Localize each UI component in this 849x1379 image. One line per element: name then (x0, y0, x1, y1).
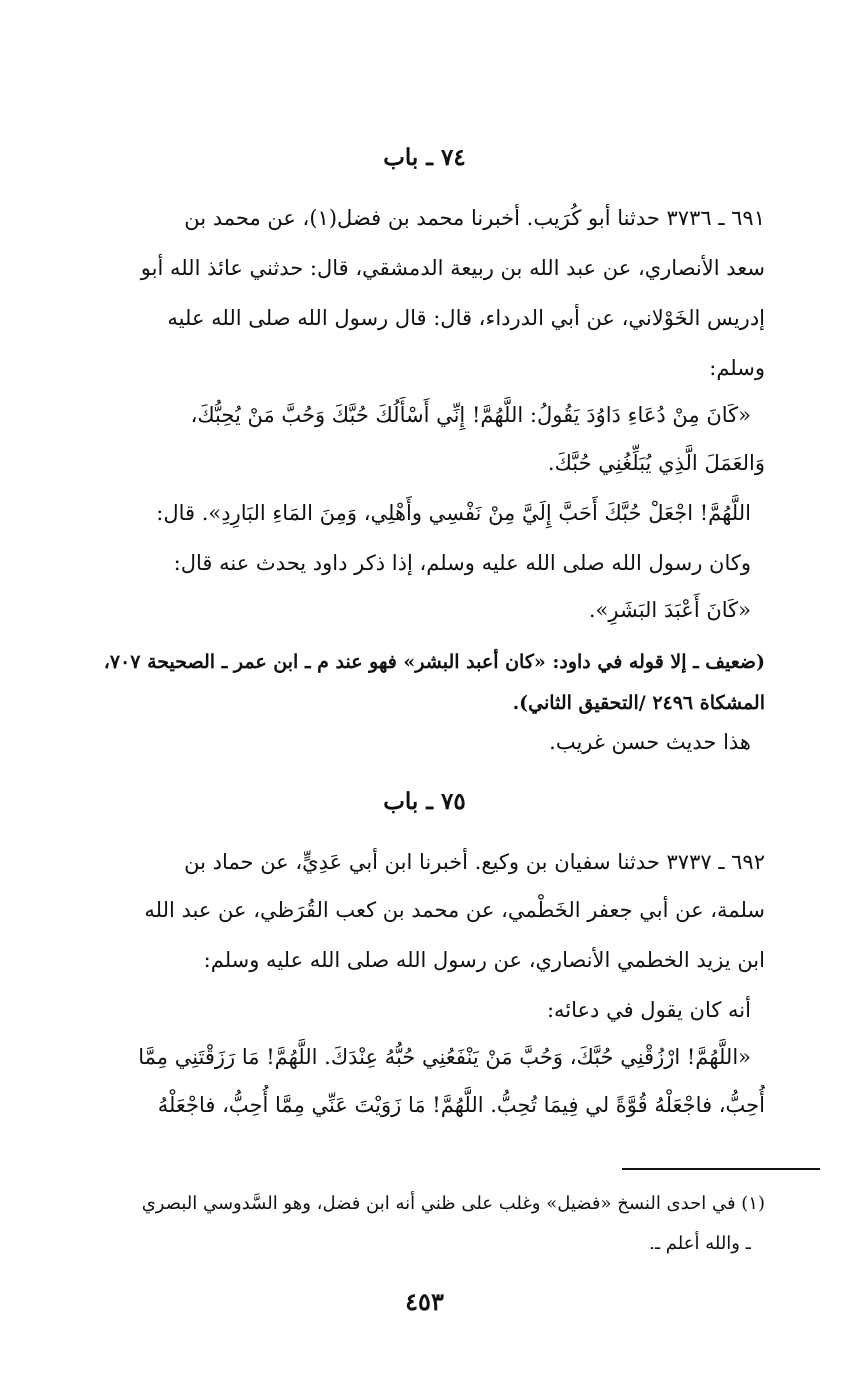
hadith-691-line-9: «كَانَ أَعْبَدَ البَشَرِ». (588, 598, 751, 622)
hadith-691-line-4: وسلم: (709, 356, 765, 380)
hadith-691-line-3: إدريس الخَوْلاني، عن أبي الدرداء، قال: قال رسول الله صلى الله عليه (167, 306, 765, 330)
hadith-691-supplication-line-1: «كَانَ مِنْ دُعَاءِ دَاوُدَ يَقُولُ: اللَّهُمَّ! إِنِّي أَسْأَلُكَ حُبَّكَ وَحُبَّ مَنْ يُحِبُّكَ، (190, 403, 751, 427)
hadith-692-supplication-line-2: أُحِبُّ، فاجْعَلْهُ قُوَّةً لي فِيمَا تُحِبُّ. اللَّهُمَّ! مَا زَوَيْتَ عَنِّي مِمَّا أُحِبُّ، فاجْعَلْهُ (157, 1093, 765, 1117)
hadith-692-line-2: سلمة، عن أبي جعفر الخَطْمي، عن محمد بن كعب القُرَظي، عن عبد الله (144, 898, 765, 922)
hadith-691-line-1: ٦٩١ ـ ٣٧٣٦ حدثنا أبو كُرَيب. أخبرنا محمد بن فضل(١)، عن محمد بن (184, 206, 765, 230)
chapter-heading-74: ٧٤ ـ باب (383, 144, 466, 171)
hadith-692-supplication-line-1: «اللَّهُمَّ! ارْزُقْنِي حُبَّكَ، وَحُبَّ مَنْ يَنْفَعُنِي حُبُّهُ عِنْدَكَ. اللَّهُمَّ! مَا رَزَقْتَنِي مِمَّا (138, 1045, 751, 1069)
hadith-692-line-1: ٦٩٢ ـ ٣٧٣٧ حدثنا سفيان بن وكيع. أخبرنا ابن أبي عَدِيٍّ، عن حماد بن (184, 850, 765, 874)
footnote-divider (622, 1168, 820, 1170)
footnote-line-2: ـ والله أعلم ـ. (649, 1233, 751, 1254)
hadith-692-line-3: ابن يزيد الخطمي الأنصاري، عن رسول الله صلى الله عليه وسلم: (203, 948, 765, 972)
page-number: ٤٥٣ (405, 1287, 444, 1316)
grading-note-line-2: المشكاة ٢٤٩٦ /التحقيق الثاني). (512, 692, 765, 714)
chapter-heading-75: ٧٥ ـ باب (383, 788, 466, 815)
hadith-691-supplication-line-2: وَالعَمَلَ الَّذِي يُبَلِّغُنِي حُبَّكَ. (547, 451, 765, 475)
footnote-line-1: (١) في احدى النسخ «فضيل» وغلب على ظني أنه ابن فضل، وهو السَّدوسي البصري (141, 1193, 765, 1214)
hadith-691-line-2: سعد الأنصاري، عن عبد الله بن ربيعة الدمشقي، قال: حدثني عائذ الله أبو (140, 256, 765, 280)
hadith-691-supplication-line-3: اللَّهُمَّ! اجْعَلْ حُبَّكَ أَحَبَّ إِلَيَّ مِنْ نَفْسِي وأَهْلِي، وَمِنَ المَاءِ البَارِدِ». قال: (156, 501, 751, 525)
grading-note-line-1: (ضعيف ـ إلا قوله في داود: «كان أعبد البشر» فهو عند م ـ ابن عمر ـ الصحيحة ٧٠٧، (103, 651, 765, 673)
hadith-691-line-8: وكان رسول الله صلى الله عليه وسلم، إذا ذكر داود يحدث عنه قال: (173, 551, 751, 575)
hadith-verdict: هذا حديث حسن غريب. (549, 730, 751, 754)
hadith-692-line-4: أنه كان يقول في دعائه: (546, 998, 751, 1022)
